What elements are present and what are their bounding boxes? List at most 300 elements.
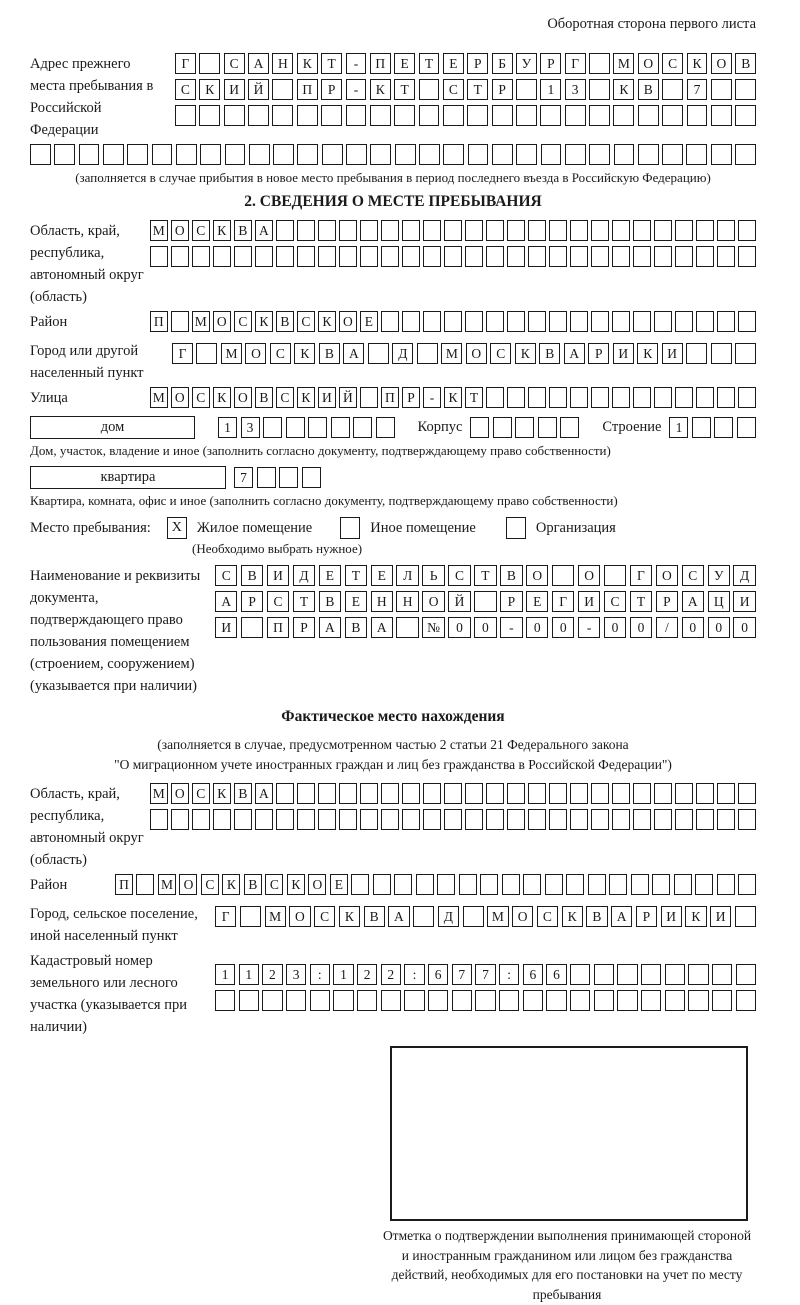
char-cell[interactable]: И bbox=[613, 343, 634, 364]
char-cell[interactable] bbox=[360, 246, 378, 267]
char-cell[interactable]: С bbox=[265, 874, 283, 895]
char-cell[interactable]: А bbox=[611, 906, 632, 927]
char-cell[interactable]: Е bbox=[330, 874, 348, 895]
char-cell[interactable] bbox=[240, 906, 261, 927]
char-cell[interactable]: 7 bbox=[475, 964, 495, 985]
char-cell[interactable] bbox=[738, 783, 756, 804]
char-cell[interactable]: О bbox=[512, 906, 533, 927]
char-cell[interactable]: В bbox=[539, 343, 560, 364]
char-cell[interactable] bbox=[717, 220, 735, 241]
char-cell[interactable] bbox=[717, 809, 735, 830]
char-cell[interactable]: 1 bbox=[215, 964, 235, 985]
char-cell[interactable]: Г bbox=[215, 906, 236, 927]
char-cell[interactable]: В bbox=[500, 565, 522, 586]
char-cell[interactable] bbox=[297, 105, 318, 126]
char-cell[interactable] bbox=[395, 144, 416, 165]
char-cell[interactable] bbox=[318, 246, 336, 267]
char-cell[interactable]: 3 bbox=[286, 964, 306, 985]
char-cell[interactable] bbox=[346, 144, 367, 165]
char-cell[interactable] bbox=[470, 417, 489, 438]
char-cell[interactable] bbox=[612, 311, 630, 332]
char-cell[interactable] bbox=[638, 105, 659, 126]
char-cell[interactable]: Ц bbox=[708, 591, 730, 612]
char-cell[interactable] bbox=[402, 220, 420, 241]
char-cell[interactable]: С bbox=[175, 79, 196, 100]
char-cell[interactable]: Р bbox=[588, 343, 609, 364]
char-cell[interactable]: В bbox=[276, 311, 294, 332]
char-cell[interactable] bbox=[103, 144, 124, 165]
char-cell[interactable]: А bbox=[319, 617, 341, 638]
char-cell[interactable] bbox=[570, 387, 588, 408]
char-cell[interactable] bbox=[444, 311, 462, 332]
char-cell[interactable] bbox=[714, 417, 733, 438]
char-cell[interactable]: В bbox=[234, 783, 252, 804]
char-cell[interactable] bbox=[641, 964, 661, 985]
char-cell[interactable] bbox=[394, 874, 412, 895]
char-cell[interactable] bbox=[339, 220, 357, 241]
char-cell[interactable] bbox=[276, 809, 294, 830]
char-cell[interactable]: С bbox=[490, 343, 511, 364]
char-cell[interactable] bbox=[443, 144, 464, 165]
char-cell[interactable] bbox=[257, 467, 276, 488]
char-cell[interactable] bbox=[688, 964, 708, 985]
char-cell[interactable]: В bbox=[638, 79, 659, 100]
char-cell[interactable] bbox=[493, 417, 512, 438]
char-cell[interactable]: С bbox=[662, 53, 683, 74]
char-cell[interactable]: - bbox=[423, 387, 441, 408]
char-cell[interactable] bbox=[541, 144, 562, 165]
char-cell[interactable] bbox=[633, 246, 651, 267]
char-cell[interactable]: М bbox=[150, 220, 168, 241]
char-cell[interactable] bbox=[402, 311, 420, 332]
char-cell[interactable]: П bbox=[150, 311, 168, 332]
char-cell[interactable] bbox=[675, 809, 693, 830]
char-cell[interactable] bbox=[465, 809, 483, 830]
char-cell[interactable] bbox=[612, 809, 630, 830]
char-cell[interactable]: О bbox=[339, 311, 357, 332]
char-cell[interactable] bbox=[696, 809, 714, 830]
char-cell[interactable] bbox=[641, 990, 661, 1011]
char-cell[interactable]: Й bbox=[248, 79, 269, 100]
char-cell[interactable] bbox=[263, 417, 282, 438]
char-cell[interactable] bbox=[360, 387, 378, 408]
char-cell[interactable]: А bbox=[255, 783, 273, 804]
char-cell[interactable]: С bbox=[270, 343, 291, 364]
char-cell[interactable] bbox=[373, 874, 391, 895]
char-cell[interactable]: А bbox=[682, 591, 704, 612]
char-cell[interactable] bbox=[591, 783, 609, 804]
char-cell[interactable]: А bbox=[564, 343, 585, 364]
char-cell[interactable] bbox=[297, 246, 315, 267]
char-cell[interactable] bbox=[339, 246, 357, 267]
char-cell[interactable]: К bbox=[562, 906, 583, 927]
char-cell[interactable]: Р bbox=[656, 591, 678, 612]
char-cell[interactable]: А bbox=[388, 906, 409, 927]
char-cell[interactable]: П bbox=[381, 387, 399, 408]
char-cell[interactable]: Н bbox=[396, 591, 418, 612]
char-cell[interactable] bbox=[54, 144, 75, 165]
char-cell[interactable]: К bbox=[339, 906, 360, 927]
char-cell[interactable]: У bbox=[708, 565, 730, 586]
char-cell[interactable]: - bbox=[500, 617, 522, 638]
char-cell[interactable]: Н bbox=[272, 53, 293, 74]
char-cell[interactable]: Д bbox=[438, 906, 459, 927]
char-cell[interactable] bbox=[675, 387, 693, 408]
char-cell[interactable]: О bbox=[656, 565, 678, 586]
char-cell[interactable] bbox=[423, 783, 441, 804]
char-cell[interactable]: В bbox=[244, 874, 262, 895]
char-cell[interactable]: М bbox=[150, 783, 168, 804]
char-cell[interactable] bbox=[480, 874, 498, 895]
char-cell[interactable]: И bbox=[224, 79, 245, 100]
char-cell[interactable] bbox=[262, 990, 282, 1011]
char-cell[interactable] bbox=[662, 105, 683, 126]
char-cell[interactable]: И bbox=[267, 565, 289, 586]
char-cell[interactable] bbox=[570, 246, 588, 267]
char-cell[interactable]: О bbox=[526, 565, 548, 586]
char-cell[interactable] bbox=[339, 809, 357, 830]
char-cell[interactable]: Й bbox=[448, 591, 470, 612]
char-cell[interactable] bbox=[654, 311, 672, 332]
char-cell[interactable] bbox=[594, 964, 614, 985]
char-cell[interactable] bbox=[617, 964, 637, 985]
char-cell[interactable]: К bbox=[213, 387, 231, 408]
char-cell[interactable]: П bbox=[297, 79, 318, 100]
char-cell[interactable] bbox=[381, 783, 399, 804]
char-cell[interactable] bbox=[318, 220, 336, 241]
char-cell[interactable] bbox=[654, 809, 672, 830]
char-cell[interactable]: П bbox=[370, 53, 391, 74]
char-cell[interactable]: 7 bbox=[234, 467, 253, 488]
char-cell[interactable] bbox=[735, 343, 756, 364]
char-cell[interactable] bbox=[507, 220, 525, 241]
char-cell[interactable] bbox=[540, 105, 561, 126]
char-cell[interactable] bbox=[423, 220, 441, 241]
char-cell[interactable]: С bbox=[314, 906, 335, 927]
char-cell[interactable]: С bbox=[234, 311, 252, 332]
char-cell[interactable] bbox=[633, 783, 651, 804]
char-cell[interactable]: К bbox=[199, 79, 220, 100]
char-cell[interactable] bbox=[302, 467, 321, 488]
char-cell[interactable] bbox=[196, 343, 217, 364]
char-cell[interactable] bbox=[712, 964, 732, 985]
char-cell[interactable]: О bbox=[289, 906, 310, 927]
char-cell[interactable]: 3 bbox=[565, 79, 586, 100]
char-cell[interactable] bbox=[738, 874, 756, 895]
char-cell[interactable]: К bbox=[297, 53, 318, 74]
char-cell[interactable] bbox=[276, 220, 294, 241]
char-cell[interactable] bbox=[692, 417, 711, 438]
char-cell[interactable] bbox=[419, 144, 440, 165]
char-cell[interactable] bbox=[249, 144, 270, 165]
char-cell[interactable]: Г bbox=[552, 591, 574, 612]
char-cell[interactable]: 0 bbox=[448, 617, 470, 638]
char-cell[interactable]: К bbox=[297, 387, 315, 408]
char-cell[interactable] bbox=[528, 220, 546, 241]
char-cell[interactable] bbox=[150, 246, 168, 267]
char-cell[interactable] bbox=[591, 311, 609, 332]
char-cell[interactable]: В bbox=[255, 387, 273, 408]
char-cell[interactable] bbox=[738, 246, 756, 267]
char-cell[interactable] bbox=[381, 809, 399, 830]
char-cell[interactable] bbox=[279, 467, 298, 488]
char-cell[interactable] bbox=[213, 246, 231, 267]
char-cell[interactable] bbox=[423, 246, 441, 267]
char-cell[interactable] bbox=[665, 990, 685, 1011]
char-cell[interactable] bbox=[717, 387, 735, 408]
char-cell[interactable]: Т bbox=[321, 53, 342, 74]
char-cell[interactable]: О bbox=[171, 220, 189, 241]
char-cell[interactable]: Й bbox=[339, 387, 357, 408]
char-cell[interactable]: К bbox=[294, 343, 315, 364]
char-cell[interactable]: К bbox=[515, 343, 536, 364]
char-cell[interactable] bbox=[241, 617, 263, 638]
char-cell[interactable]: О bbox=[245, 343, 266, 364]
char-cell[interactable] bbox=[297, 809, 315, 830]
char-cell[interactable]: Т bbox=[474, 565, 496, 586]
char-cell[interactable] bbox=[175, 105, 196, 126]
char-cell[interactable] bbox=[665, 964, 685, 985]
char-cell[interactable]: Е bbox=[443, 53, 464, 74]
char-cell[interactable]: И bbox=[661, 906, 682, 927]
char-cell[interactable] bbox=[687, 105, 708, 126]
char-cell[interactable] bbox=[735, 105, 756, 126]
char-cell[interactable]: Р bbox=[241, 591, 263, 612]
char-cell[interactable] bbox=[353, 417, 372, 438]
char-cell[interactable] bbox=[443, 105, 464, 126]
char-cell[interactable]: Т bbox=[419, 53, 440, 74]
char-cell[interactable]: Ь bbox=[422, 565, 444, 586]
char-cell[interactable]: О bbox=[308, 874, 326, 895]
char-cell[interactable] bbox=[199, 105, 220, 126]
char-cell[interactable]: 0 bbox=[630, 617, 652, 638]
char-cell[interactable]: Н bbox=[371, 591, 393, 612]
char-cell[interactable] bbox=[486, 387, 504, 408]
char-cell[interactable] bbox=[516, 144, 537, 165]
char-cell[interactable]: М bbox=[265, 906, 286, 927]
char-cell[interactable]: Л bbox=[396, 565, 418, 586]
char-cell[interactable] bbox=[360, 783, 378, 804]
char-cell[interactable]: В bbox=[586, 906, 607, 927]
char-cell[interactable] bbox=[499, 990, 519, 1011]
char-cell[interactable] bbox=[215, 990, 235, 1011]
char-cell[interactable]: С bbox=[224, 53, 245, 74]
char-cell[interactable] bbox=[474, 591, 496, 612]
stay-type-checkbox-residential[interactable]: X bbox=[167, 517, 187, 539]
char-cell[interactable]: 2 bbox=[262, 964, 282, 985]
char-cell[interactable] bbox=[192, 809, 210, 830]
char-cell[interactable]: И bbox=[318, 387, 336, 408]
char-cell[interactable] bbox=[565, 144, 586, 165]
char-cell[interactable] bbox=[662, 144, 683, 165]
char-cell[interactable]: О bbox=[171, 783, 189, 804]
char-cell[interactable] bbox=[416, 874, 434, 895]
char-cell[interactable] bbox=[688, 990, 708, 1011]
char-cell[interactable] bbox=[686, 144, 707, 165]
char-cell[interactable]: С bbox=[448, 565, 470, 586]
char-cell[interactable] bbox=[225, 144, 246, 165]
char-cell[interactable] bbox=[549, 220, 567, 241]
char-cell[interactable] bbox=[465, 783, 483, 804]
char-cell[interactable] bbox=[272, 105, 293, 126]
char-cell[interactable] bbox=[381, 220, 399, 241]
char-cell[interactable]: Р bbox=[500, 591, 522, 612]
char-cell[interactable]: О bbox=[422, 591, 444, 612]
char-cell[interactable] bbox=[588, 874, 606, 895]
char-cell[interactable]: М bbox=[441, 343, 462, 364]
char-cell[interactable]: 0 bbox=[708, 617, 730, 638]
char-cell[interactable]: О bbox=[179, 874, 197, 895]
char-cell[interactable] bbox=[276, 783, 294, 804]
char-cell[interactable] bbox=[654, 220, 672, 241]
char-cell[interactable] bbox=[549, 809, 567, 830]
char-cell[interactable] bbox=[735, 79, 756, 100]
char-cell[interactable] bbox=[675, 311, 693, 332]
char-cell[interactable] bbox=[417, 343, 438, 364]
char-cell[interactable] bbox=[570, 311, 588, 332]
char-cell[interactable] bbox=[594, 990, 614, 1011]
char-cell[interactable]: Т bbox=[630, 591, 652, 612]
char-cell[interactable] bbox=[404, 990, 424, 1011]
char-cell[interactable]: 6 bbox=[523, 964, 543, 985]
char-cell[interactable] bbox=[486, 220, 504, 241]
char-cell[interactable] bbox=[528, 387, 546, 408]
char-cell[interactable] bbox=[351, 874, 369, 895]
char-cell[interactable] bbox=[396, 617, 418, 638]
char-cell[interactable]: В bbox=[319, 591, 341, 612]
char-cell[interactable] bbox=[717, 783, 735, 804]
char-cell[interactable]: В bbox=[735, 53, 756, 74]
char-cell[interactable] bbox=[272, 79, 293, 100]
char-cell[interactable] bbox=[538, 417, 557, 438]
char-cell[interactable] bbox=[444, 220, 462, 241]
char-cell[interactable] bbox=[523, 874, 541, 895]
char-cell[interactable] bbox=[322, 144, 343, 165]
char-cell[interactable]: Р bbox=[402, 387, 420, 408]
char-cell[interactable] bbox=[423, 809, 441, 830]
char-cell[interactable] bbox=[357, 990, 377, 1011]
char-cell[interactable] bbox=[402, 246, 420, 267]
char-cell[interactable]: М bbox=[192, 311, 210, 332]
char-cell[interactable]: Д bbox=[293, 565, 315, 586]
char-cell[interactable] bbox=[297, 220, 315, 241]
char-cell[interactable] bbox=[234, 246, 252, 267]
char-cell[interactable] bbox=[717, 311, 735, 332]
char-cell[interactable] bbox=[654, 246, 672, 267]
char-cell[interactable]: С bbox=[192, 387, 210, 408]
char-cell[interactable] bbox=[234, 809, 252, 830]
char-cell[interactable] bbox=[591, 220, 609, 241]
char-cell[interactable] bbox=[528, 311, 546, 332]
char-cell[interactable] bbox=[402, 783, 420, 804]
char-cell[interactable] bbox=[465, 220, 483, 241]
char-cell[interactable]: К bbox=[318, 311, 336, 332]
char-cell[interactable] bbox=[321, 105, 342, 126]
char-cell[interactable]: Е bbox=[526, 591, 548, 612]
char-cell[interactable] bbox=[486, 246, 504, 267]
char-cell[interactable] bbox=[549, 246, 567, 267]
char-cell[interactable]: - bbox=[346, 53, 367, 74]
char-cell[interactable] bbox=[360, 809, 378, 830]
char-cell[interactable]: С bbox=[682, 565, 704, 586]
char-cell[interactable]: О bbox=[711, 53, 732, 74]
char-cell[interactable] bbox=[633, 220, 651, 241]
char-cell[interactable]: Г bbox=[630, 565, 652, 586]
char-cell[interactable]: 1 bbox=[218, 417, 237, 438]
char-cell[interactable]: И bbox=[662, 343, 683, 364]
char-cell[interactable] bbox=[273, 144, 294, 165]
char-cell[interactable]: М bbox=[158, 874, 176, 895]
char-cell[interactable] bbox=[346, 105, 367, 126]
char-cell[interactable] bbox=[200, 144, 221, 165]
char-cell[interactable] bbox=[331, 417, 350, 438]
char-cell[interactable]: М bbox=[487, 906, 508, 927]
char-cell[interactable]: Т bbox=[293, 591, 315, 612]
char-cell[interactable] bbox=[286, 417, 305, 438]
char-cell[interactable]: 0 bbox=[526, 617, 548, 638]
char-cell[interactable]: О bbox=[638, 53, 659, 74]
char-cell[interactable] bbox=[136, 874, 154, 895]
char-cell[interactable]: : bbox=[404, 964, 424, 985]
char-cell[interactable]: 0 bbox=[682, 617, 704, 638]
char-cell[interactable] bbox=[612, 246, 630, 267]
char-cell[interactable] bbox=[712, 990, 732, 1011]
char-cell[interactable] bbox=[370, 144, 391, 165]
char-cell[interactable]: М bbox=[150, 387, 168, 408]
char-cell[interactable]: С bbox=[267, 591, 289, 612]
char-cell[interactable]: П bbox=[115, 874, 133, 895]
char-cell[interactable]: Г bbox=[565, 53, 586, 74]
char-cell[interactable] bbox=[570, 220, 588, 241]
stay-type-checkbox-organization[interactable] bbox=[506, 517, 526, 539]
char-cell[interactable] bbox=[486, 311, 504, 332]
char-cell[interactable]: 1 bbox=[669, 417, 688, 438]
char-cell[interactable] bbox=[735, 144, 756, 165]
char-cell[interactable] bbox=[613, 105, 634, 126]
char-cell[interactable] bbox=[310, 990, 330, 1011]
char-cell[interactable] bbox=[502, 874, 520, 895]
char-cell[interactable] bbox=[633, 809, 651, 830]
char-cell[interactable] bbox=[675, 220, 693, 241]
char-cell[interactable]: А bbox=[371, 617, 393, 638]
char-cell[interactable]: И bbox=[578, 591, 600, 612]
char-cell[interactable]: Р bbox=[467, 53, 488, 74]
char-cell[interactable]: Е bbox=[345, 591, 367, 612]
char-cell[interactable]: С bbox=[604, 591, 626, 612]
char-cell[interactable] bbox=[545, 874, 563, 895]
char-cell[interactable]: Т bbox=[467, 79, 488, 100]
char-cell[interactable]: О bbox=[234, 387, 252, 408]
char-cell[interactable]: И bbox=[733, 591, 755, 612]
char-cell[interactable]: В bbox=[345, 617, 367, 638]
char-cell[interactable]: 0 bbox=[552, 617, 574, 638]
char-cell[interactable] bbox=[428, 990, 448, 1011]
char-cell[interactable] bbox=[633, 311, 651, 332]
char-cell[interactable] bbox=[465, 311, 483, 332]
char-cell[interactable] bbox=[591, 809, 609, 830]
char-cell[interactable] bbox=[413, 906, 434, 927]
char-cell[interactable] bbox=[248, 105, 269, 126]
char-cell[interactable] bbox=[737, 417, 756, 438]
char-cell[interactable] bbox=[738, 311, 756, 332]
char-cell[interactable]: В bbox=[234, 220, 252, 241]
char-cell[interactable] bbox=[171, 809, 189, 830]
char-cell[interactable] bbox=[381, 990, 401, 1011]
char-cell[interactable] bbox=[736, 964, 756, 985]
char-cell[interactable] bbox=[368, 343, 389, 364]
char-cell[interactable] bbox=[549, 311, 567, 332]
char-cell[interactable] bbox=[523, 990, 543, 1011]
